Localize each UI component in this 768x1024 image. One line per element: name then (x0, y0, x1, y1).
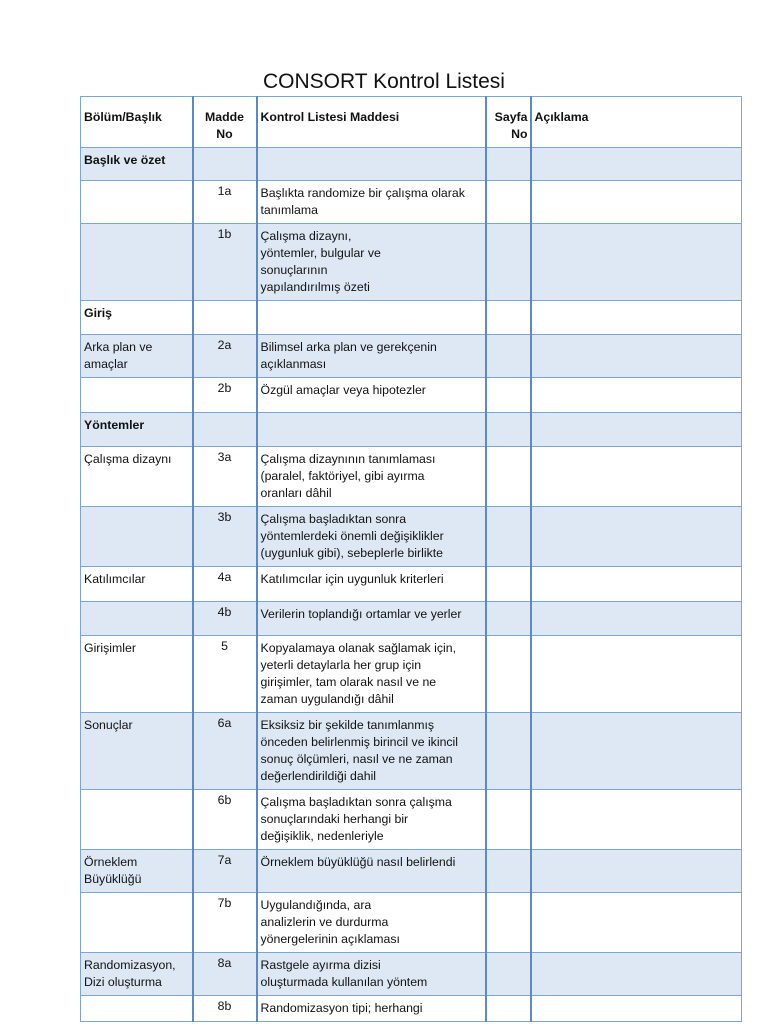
section-cell (81, 790, 193, 850)
item-cell: Çalışma başladıktan sonra yöntemlerdeki önemli değişiklikler (uygunluk gibi), sebeplerle birlikte (257, 507, 486, 567)
section-cell: Arka plan ve amaçlar (81, 335, 193, 378)
item-cell: Başlıkta randomize bir çalışma olarak tanımlama (257, 181, 486, 224)
table-row (81, 636, 742, 713)
table-row (81, 893, 742, 953)
header-row (81, 97, 742, 148)
header-note: Açıklama (531, 97, 742, 148)
item-no-cell: 2a (193, 335, 257, 378)
table-row (81, 850, 742, 893)
page-no-cell (486, 953, 531, 996)
header-item-no: Madde No (193, 97, 257, 148)
item-no-cell: 7a (193, 850, 257, 893)
item-cell: Randomizasyon tipi; herhangi (257, 996, 486, 1022)
note-cell (531, 713, 742, 790)
note-cell (531, 893, 742, 953)
section-cell: Randomizasyon, Dizi oluşturma (81, 953, 193, 996)
header-page-no: Sayfa No (486, 97, 531, 148)
note-cell (531, 790, 742, 850)
note-cell (531, 953, 742, 996)
table-row (81, 447, 742, 507)
page-no-cell (486, 413, 531, 447)
note-cell (531, 507, 742, 567)
section-cell: Yöntemler (81, 413, 193, 447)
page-no-cell (486, 301, 531, 335)
page-no-cell (486, 996, 531, 1022)
table-row (81, 953, 742, 996)
page-no-cell (486, 507, 531, 567)
table-row (81, 181, 742, 224)
page-no-cell (486, 636, 531, 713)
note-cell (531, 335, 742, 378)
item-cell: Çalışma dizaynı, yöntemler, bulgular ve sonuçlarının yapılandırılmış özeti (257, 224, 486, 301)
table-row (81, 996, 742, 1022)
item-cell (257, 301, 486, 335)
note-cell (531, 602, 742, 636)
note-cell (531, 378, 742, 413)
note-cell (531, 413, 742, 447)
item-no-cell (193, 301, 257, 335)
item-cell: Özgül amaçlar veya hipotezler (257, 378, 486, 413)
table-row (81, 224, 742, 301)
table-row (81, 602, 742, 636)
section-cell: Giriş (81, 301, 193, 335)
item-no-cell (193, 148, 257, 181)
item-no-cell: 1b (193, 224, 257, 301)
section-cell (81, 507, 193, 567)
item-no-cell: 6a (193, 713, 257, 790)
section-cell (81, 893, 193, 953)
item-cell (257, 148, 486, 181)
page-no-cell (486, 602, 531, 636)
item-cell: Kopyalamaya olanak sağlamak için, yeterli detaylarla her grup için girişimler, tam olarak nasıl ve ne zaman uygulandığı dâhil (257, 636, 486, 713)
page-no-cell (486, 224, 531, 301)
item-cell: Örneklem büyüklüğü nasıl belirlendi (257, 850, 486, 893)
page-no-cell (486, 378, 531, 413)
section-cell: Girişimler (81, 636, 193, 713)
section-cell: Çalışma dizaynı (81, 447, 193, 507)
table-row (81, 713, 742, 790)
section-cell: Katılımcılar (81, 567, 193, 602)
table-row (81, 413, 742, 447)
section-cell: Örneklem Büyüklüğü (81, 850, 193, 893)
item-no-cell: 3a (193, 447, 257, 507)
section-cell (81, 996, 193, 1022)
section-cell (81, 224, 193, 301)
table-row (81, 148, 742, 181)
item-cell: Bilimsel arka plan ve gerekçenin açıklanması (257, 335, 486, 378)
table-row (81, 301, 742, 335)
note-cell (531, 447, 742, 507)
page-title: CONSORT Kontrol Listesi (263, 70, 505, 93)
item-no-cell: 8b (193, 996, 257, 1022)
item-cell: Rastgele ayırma dizisi oluşturmada kullanılan yöntem (257, 953, 486, 996)
section-cell (81, 378, 193, 413)
section-cell: Sonuçlar (81, 713, 193, 790)
page-no-cell (486, 893, 531, 953)
page-no-cell (486, 567, 531, 602)
section-cell: Başlık ve özet (81, 148, 193, 181)
page-no-cell (486, 181, 531, 224)
note-cell (531, 567, 742, 602)
table-row (81, 335, 742, 378)
item-cell: Çalışma dizaynının tanımlaması (paralel, faktöriyel, gibi ayırma oranları dâhil (257, 447, 486, 507)
page-no-cell (486, 713, 531, 790)
item-cell: Eksiksiz bir şekilde tanımlanmış önceden belirlenmiş birincil ve ikincil sonuç ölçümleri, nasıl ve ne zaman değerlendirildiği dahil (257, 713, 486, 790)
table-row (81, 507, 742, 567)
page-no-cell (486, 850, 531, 893)
note-cell (531, 996, 742, 1022)
item-cell (257, 413, 486, 447)
item-no-cell: 2b (193, 378, 257, 413)
note-cell (531, 181, 742, 224)
section-cell (81, 602, 193, 636)
note-cell (531, 850, 742, 893)
note-cell (531, 224, 742, 301)
item-cell: Verilerin toplandığı ortamlar ve yerler (257, 602, 486, 636)
page-no-cell (486, 790, 531, 850)
header-item: Kontrol Listesi Maddesi (257, 97, 486, 148)
item-cell: Çalışma başladıktan sonra çalışma sonuçlarındaki herhangi bir değişiklik, nedenleriyle (257, 790, 486, 850)
item-no-cell: 4b (193, 602, 257, 636)
note-cell (531, 636, 742, 713)
checklist-table (80, 96, 742, 1022)
item-no-cell: 5 (193, 636, 257, 713)
table-row (81, 790, 742, 850)
item-no-cell (193, 413, 257, 447)
table-row (81, 567, 742, 602)
page-no-cell (486, 447, 531, 507)
header-section: Bölüm/Başlık (81, 97, 193, 148)
item-no-cell: 7b (193, 893, 257, 953)
item-no-cell: 4a (193, 567, 257, 602)
section-cell (81, 181, 193, 224)
note-cell (531, 148, 742, 181)
note-cell (531, 301, 742, 335)
table-row (81, 378, 742, 413)
item-no-cell: 8a (193, 953, 257, 996)
item-no-cell: 3b (193, 507, 257, 567)
item-no-cell: 1a (193, 181, 257, 224)
item-cell: Uygulandığında, ara analizlerin ve durdurma yönergelerinin açıklaması (257, 893, 486, 953)
item-cell: Katılımcılar için uygunluk kriterleri (257, 567, 486, 602)
page-no-cell (486, 335, 531, 378)
page-no-cell (486, 148, 531, 181)
item-no-cell: 6b (193, 790, 257, 850)
